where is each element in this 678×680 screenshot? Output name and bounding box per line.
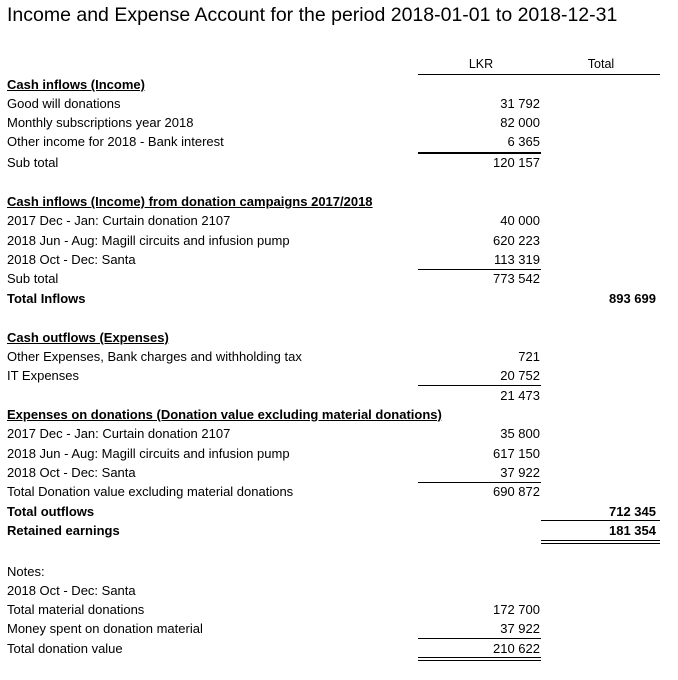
- total-value: 712 345: [609, 504, 656, 519]
- lkr-value: 40 000: [500, 213, 540, 228]
- header-underline-total: [541, 74, 660, 75]
- double-rule-top: [541, 540, 660, 541]
- subtotal-rule: [418, 638, 541, 639]
- lkr-value: 617 150: [493, 446, 540, 461]
- subtotal-rule: [418, 482, 541, 483]
- column-header-lkr: LKR: [468, 57, 494, 71]
- lkr-value: 690 872: [493, 484, 540, 499]
- total-rule: [541, 520, 660, 521]
- lkr-value: 35 800: [500, 426, 540, 441]
- lkr-value: 210 622: [493, 641, 540, 656]
- lkr-value: 37 922: [500, 621, 540, 636]
- double-rule-top: [418, 657, 541, 658]
- header-underline-lkr: [418, 74, 541, 75]
- lkr-value: 82 000: [500, 115, 540, 130]
- column-header-total: Total: [587, 57, 615, 71]
- subtotal-rule: [418, 385, 541, 386]
- total-value: 893 699: [609, 291, 656, 306]
- double-rule-bottom: [418, 660, 541, 661]
- lkr-value: 773 542: [493, 271, 540, 286]
- lkr-value: 721: [518, 349, 540, 364]
- lkr-value: 21 473: [500, 388, 540, 403]
- lkr-value: 6 365: [507, 134, 540, 149]
- subtotal-rule: [418, 269, 541, 270]
- double-rule-bottom: [541, 543, 660, 544]
- lkr-value: 120 157: [493, 155, 540, 170]
- lkr-value: 20 752: [500, 368, 540, 383]
- lkr-value: 37 922: [500, 465, 540, 480]
- subtotal-rule: [418, 152, 541, 154]
- lkr-value: 31 792: [500, 96, 540, 111]
- total-value: 181 354: [609, 523, 656, 538]
- page-title: Income and Expense Account for the period 2018-01-01 to 2018-12-31: [7, 4, 618, 26]
- lkr-value: 113 319: [493, 252, 540, 267]
- lkr-value: 620 223: [493, 233, 540, 248]
- lkr-value: 172 700: [493, 602, 540, 617]
